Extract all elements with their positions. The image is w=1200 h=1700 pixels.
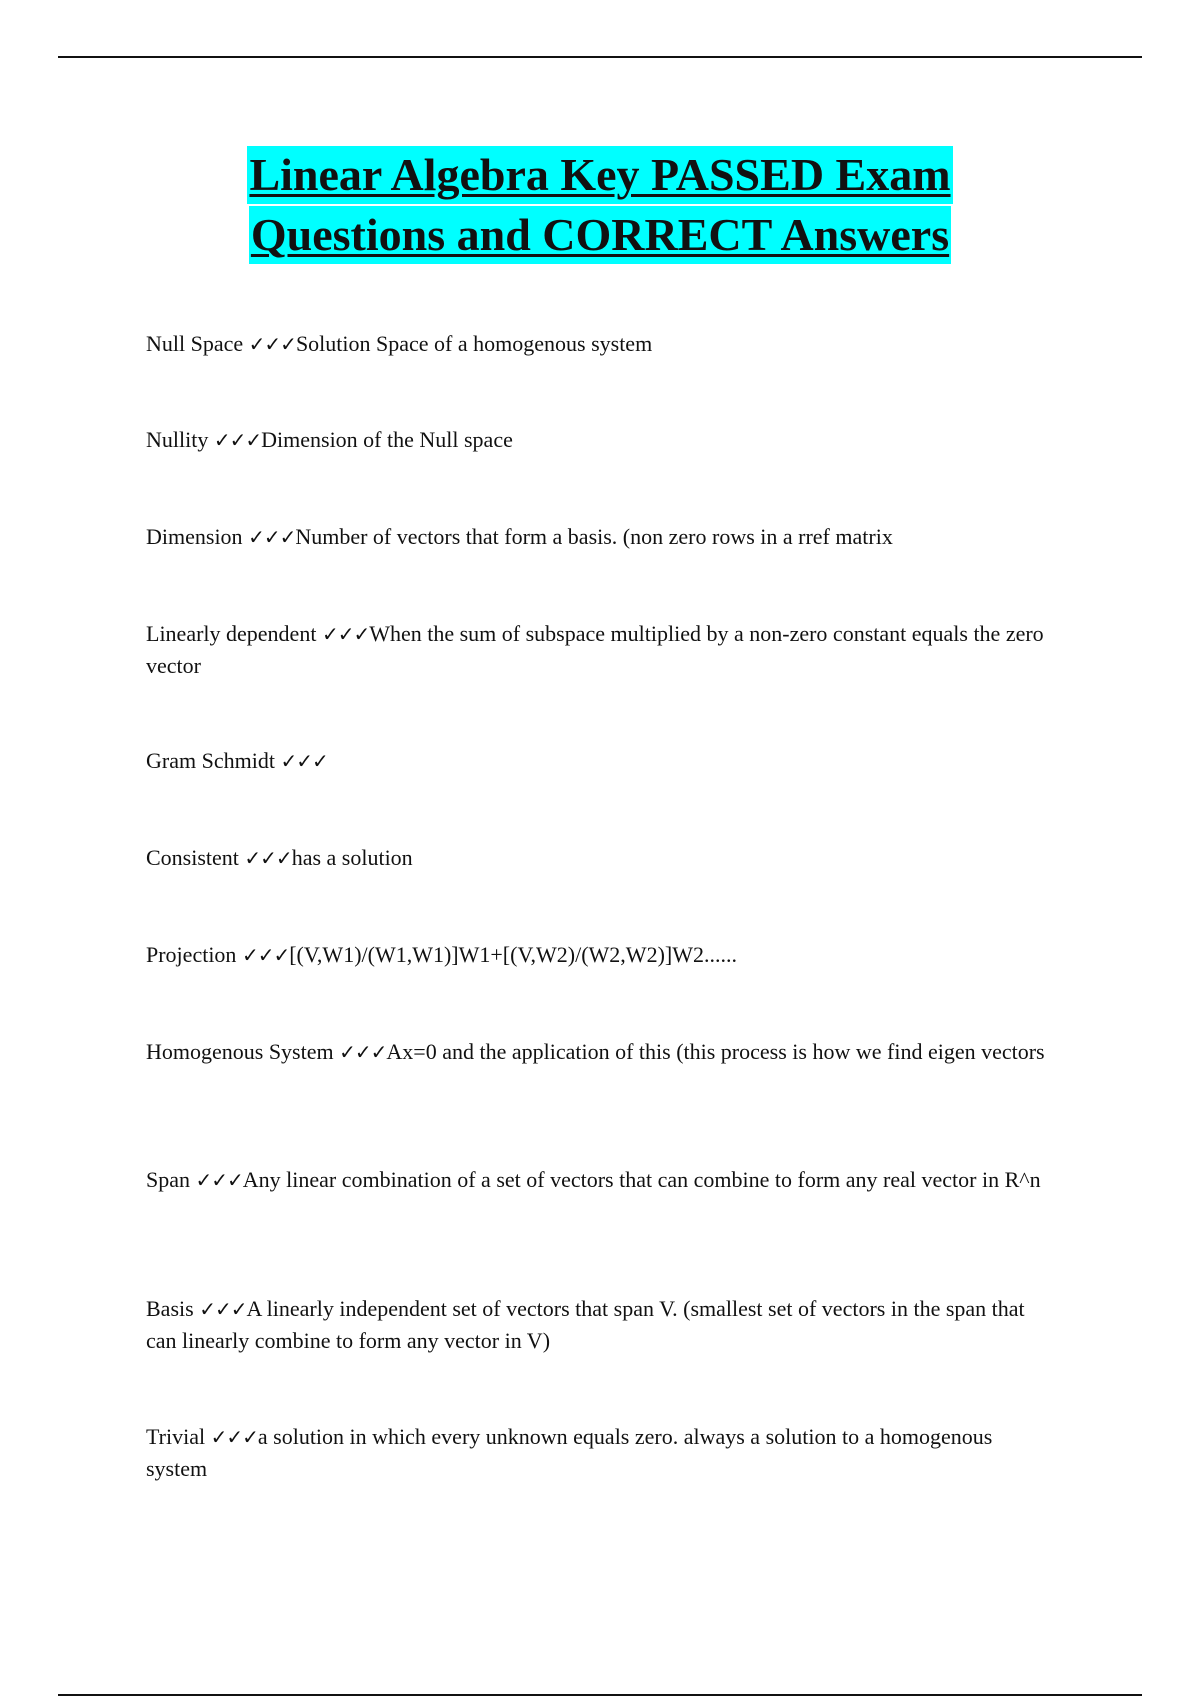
qa-answer: Number of vectors that form a basis. (non zero rows in a rref matrix (295, 524, 893, 549)
check-icon: ✓✓✓ (199, 1297, 247, 1321)
qa-term: Nullity (146, 427, 214, 452)
title-line-1: Linear Algebra Key PASSED Exam (247, 146, 952, 204)
check-icon: ✓✓✓ (195, 1168, 243, 1192)
qa-term: Linearly dependent (146, 621, 322, 646)
qa-term: Projection (146, 942, 242, 967)
qa-item (146, 424, 1046, 456)
qa-item (146, 939, 1046, 971)
qa-term: Dimension (146, 524, 249, 549)
check-icon: ✓✓✓ (213, 428, 262, 452)
qa-term: Consistent (146, 845, 245, 870)
document-title (0, 146, 1200, 266)
qa-answer: Ax=0 and the application of this (this process is how we find eigen vectors (386, 1039, 1045, 1064)
bottom-rule (58, 1694, 1142, 1696)
qa-answer: Dimension of the Null space (261, 427, 513, 452)
check-icon: ✓✓✓ (248, 525, 296, 549)
qa-answer: a solution in which every unknown equals zero. always a solution to a homogenous system (146, 1424, 993, 1481)
check-icon: ✓✓✓ (248, 332, 296, 356)
qa-item (146, 1293, 1046, 1356)
qa-term: Homogenous System (146, 1039, 340, 1064)
qa-item (146, 521, 1046, 553)
check-icon: ✓✓✓ (280, 749, 328, 773)
qa-answer: has a solution (291, 845, 413, 870)
qa-term: Null Space (146, 331, 249, 356)
title-line-2: Questions and CORRECT Answers (249, 206, 951, 264)
top-rule (58, 56, 1142, 58)
qa-answer: [(V,W1)/(W1,W1)]W1+[(V,W2)/(W2,W2)]W2...... (289, 942, 737, 967)
check-icon: ✓✓✓ (321, 622, 370, 646)
qa-item (146, 1421, 1046, 1484)
qa-answer: When the sum of subspace multiplied by a non-zero constant equals the zero vector (146, 621, 1044, 678)
qa-term: Basis (146, 1296, 200, 1321)
qa-term: Span (146, 1167, 196, 1192)
qa-item (146, 328, 1046, 360)
qa-item (146, 745, 1046, 777)
qa-answer: A linearly independent set of vectors that span V. (smallest set of vectors in the span that can linearly combine to form any vector in V) (146, 1296, 1025, 1353)
qa-item (146, 618, 1046, 681)
qa-term: Trivial (146, 1424, 211, 1449)
check-icon: ✓✓✓ (339, 1040, 387, 1064)
qa-answer: Solution Space of a homogenous system (295, 331, 653, 356)
check-icon: ✓✓✓ (210, 1425, 258, 1449)
qa-item (146, 1036, 1046, 1068)
qa-item (146, 842, 1046, 874)
qa-term: Gram Schmidt (146, 748, 281, 773)
check-icon: ✓✓✓ (244, 846, 292, 870)
qa-item (146, 1164, 1046, 1196)
qa-answer: Any linear combination of a set of vectors that can combine to form any real vector in R^n (242, 1167, 1041, 1192)
check-icon: ✓✓✓ (241, 943, 290, 967)
